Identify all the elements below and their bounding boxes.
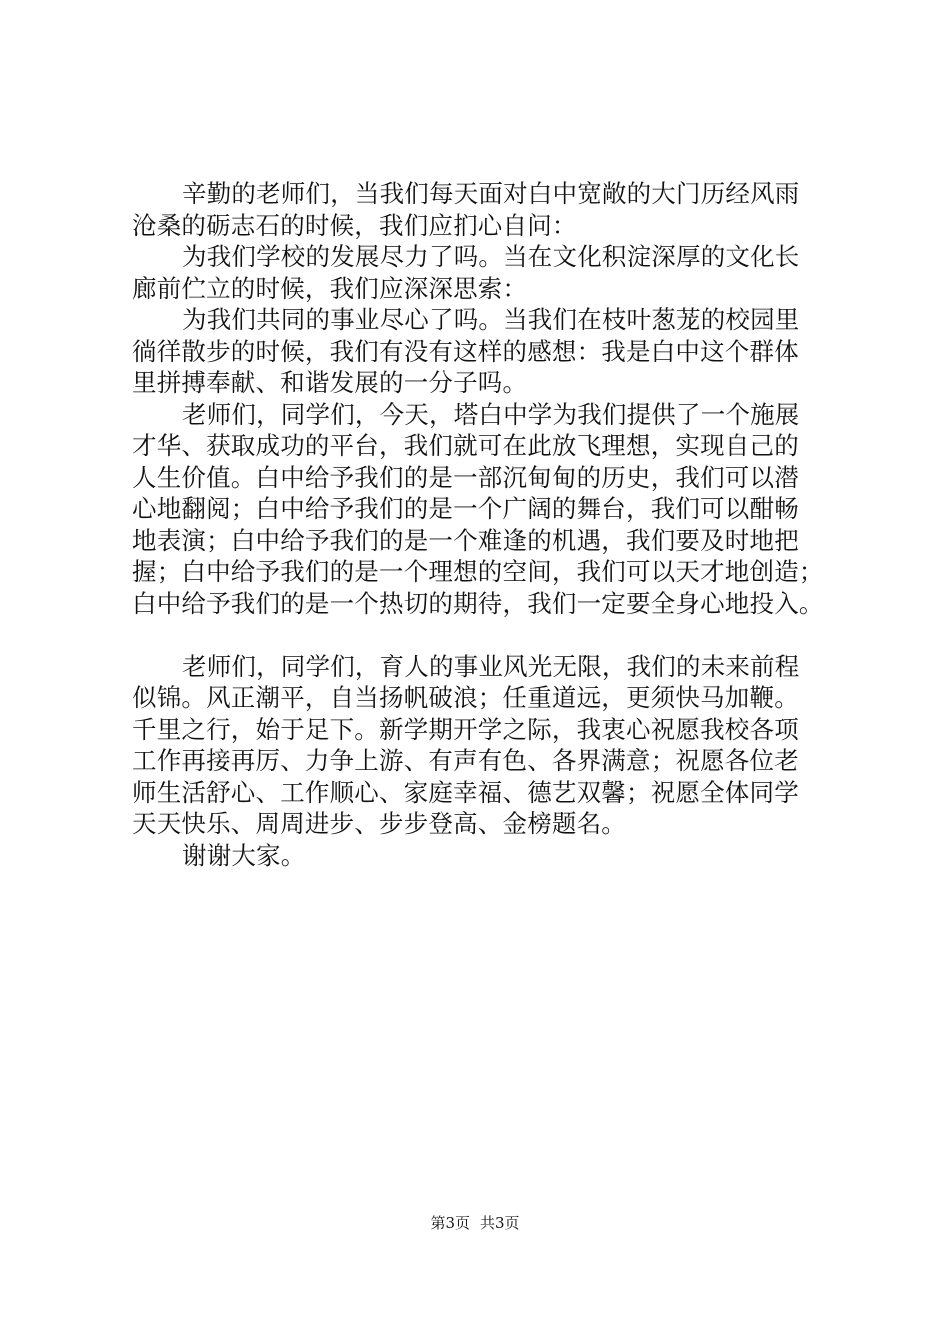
text-line: 千里之行，始于足下。新学期开学之际，我衷心祝愿我校各项 — [132, 714, 799, 744]
text-line: 白中给予我们的是一个热切的期待，我们一定要全身心地投入。 — [132, 588, 824, 618]
text-line: 工作再接再厉、力争上游、有声有色、各界满意；祝愿各位老 — [132, 746, 799, 775]
text-line: 地表演；白中给予我们的是一个难逢的机遇，我们要及时地把 — [132, 525, 799, 555]
text-line: 人生价值。白中给予我们的是一部沉甸甸的历史，我们可以潜 — [132, 462, 799, 492]
paragraph-gap — [132, 619, 852, 651]
text-line: 徜徉散步的时候，我们有没有这样的感想：我是白中这个群体 — [132, 336, 799, 366]
text-line: 似锦。风正潮平，自当扬帆破浪；任重道远，更须快马加鞭。 — [132, 683, 799, 712]
text-line: 为我们学校的发展尽力了吗。当在文化积淀深厚的文化长 — [182, 242, 800, 271]
text-line: 才华、获取成功的平台，我们就可在此放飞理想，实现自己的 — [132, 431, 799, 460]
text-line: 老师们，同学们，育人的事业风光无限，我们的未来前程 — [182, 651, 800, 681]
text-line: 廊前伫立的时候，我们应深深思索： — [132, 273, 528, 303]
text-line: 沧桑的砺志石的时候，我们应扪心自问： — [132, 210, 577, 240]
text-line: 里拼搏奉献、和谐发展的一分子吗。 — [132, 368, 528, 397]
text-line: 辛勤的老师们，当我们每天面对白中宽敞的大门历经风雨 — [182, 179, 800, 208]
text-line: 握；白中给予我们的是一个理想的空间，我们可以天才地创造； — [132, 557, 824, 586]
text-line: 谢谢大家。 — [182, 840, 306, 870]
text-line: 为我们共同的事业尽心了吗。当我们在枝叶葱茏的校园里 — [182, 305, 800, 334]
page-total: 共3页 — [480, 1214, 520, 1232]
text-line: 天天快乐、周周进步、步步登高、金榜题名。 — [132, 809, 626, 838]
text-line: 心地翻阅；白中给予我们的是一个广阔的舞台，我们可以酣畅 — [132, 494, 799, 523]
document-body — [132, 178, 852, 871]
page-footer — [0, 1212, 950, 1234]
text-line: 师生活舒心、工作顺心、家庭幸福、德艺双馨；祝愿全体同学 — [132, 777, 799, 807]
page-number: 第3页 — [430, 1214, 470, 1232]
text-line: 老师们，同学们，今天，塔白中学为我们提供了一个施展 — [182, 399, 800, 429]
